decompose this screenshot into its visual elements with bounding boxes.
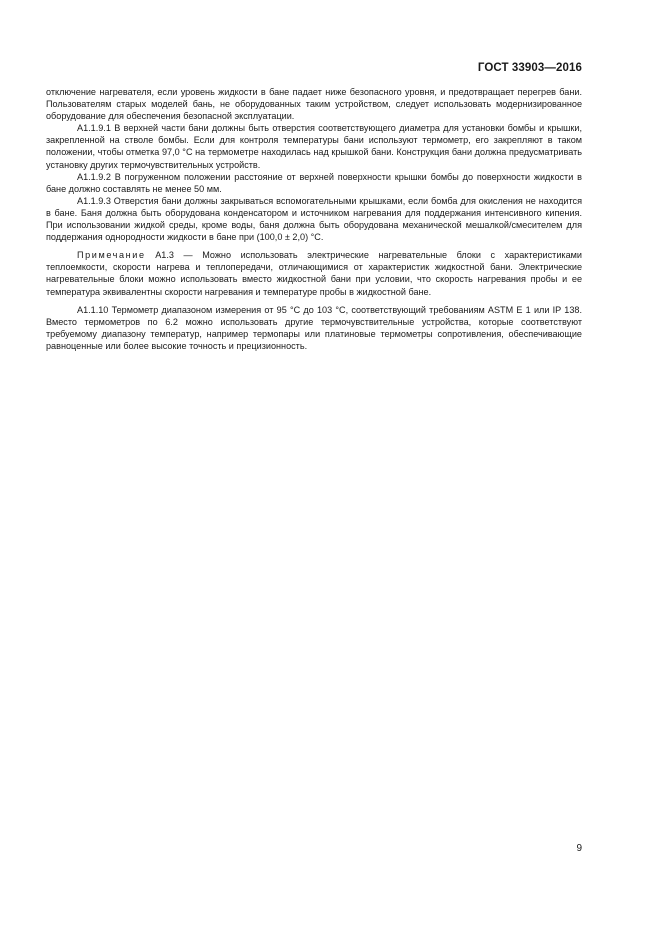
paragraph-a1-1-9-1: А1.1.9.1 В верхней части бани должны быть отверстия соответствующего диаметра для установки бомбы и крышки, закрепленной на стволе бомбы. Если для контроля температуры бани используют термометр, его закрепляют в таком положении, чтобы отметка 97,0 °С на термометре находилась над крышкой бани. Конструкция бани должна предусматривать установку других термочувствительных устройств. — [46, 123, 582, 170]
document-body — [46, 86, 582, 352]
paragraph-a1-1-10: А1.1.10 Термометр диапазоном измерения от 95 °С до 103 °С, соответствующий требованиям ASTM E 1 или IP 138. Вместо термометров по 6.2 можно использовать другие термочувствительные устройства, которые соответствуют требуемому диапазону температур, например термопары или платиновые термометры сопротивления, обеспечивающие равноценные или более высокие точность и прецизионность. — [46, 304, 582, 351]
paragraph-a1-1-9-2: А1.1.9.2 В погруженном положении расстояние от верхней поверхности крышки бомбы до поверхности жидкости в бане должно составлять не менее 50 мм. — [46, 171, 582, 194]
page-number: 9 — [576, 843, 582, 854]
paragraph-continuation: отключение нагревателя, если уровень жидкости в бане падает ниже безопасного уровня, и предотвращает перегрев бани. Пользователям старых моделей бань, не оборудованных таким устройством, следует использовать модернизированное оборудование для обеспечения безопасной эксплуатации. — [46, 87, 582, 122]
document-code-header: ГОСТ 33903—2016 — [477, 62, 582, 74]
note-paragraph — [46, 249, 582, 297]
note-text: А1.3 — Можно использовать электрические нагревательные блоки с характеристиками теплоемкости, скорости нагрева и теплопередачи, отличающимися от характеристик жидкостной бани. Электрические нагревательные блоки можно использовать вместо жидкостной бани при условии, что скорость нагревания пробы и ее температура эквивалентны скорости нагревания и температуре пробы в жидкостной бане. — [46, 250, 582, 297]
note-label: Примечание — [77, 250, 146, 261]
paragraph-a1-1-9-3: А1.1.9.3 Отверстия бани должны закрываться вспомогательными крышками, если бомба для окисления не находится в бане. Баня должна быть оборудована конденсатором и источником нагревания для поддержания интенсивного кипения. При использовании жидкой среды, кроме воды, баня должна быть оборудована механической мешалкой/смесителем для поддержания однородности жидкости в бане при (100,0 ± 2,0) °С. — [46, 195, 582, 243]
